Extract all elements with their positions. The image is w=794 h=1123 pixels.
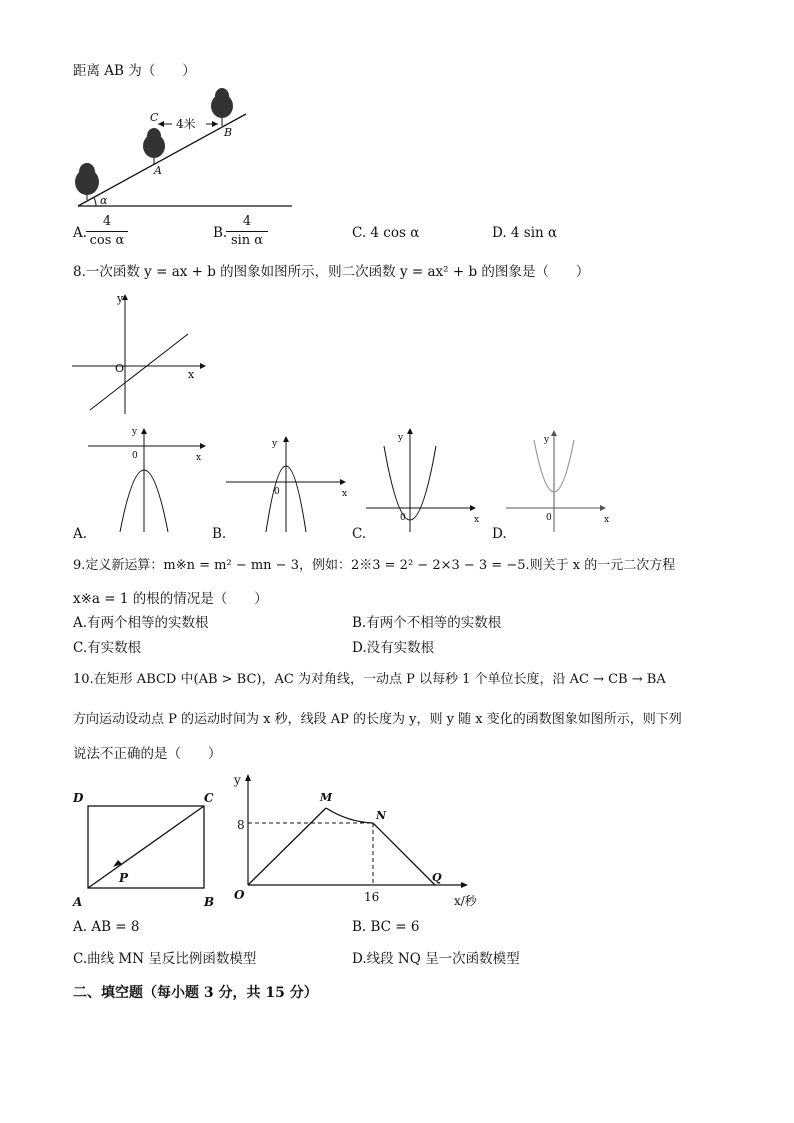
vertex-a-label: A [73,895,83,909]
q10-rectangle-figure [70,786,225,911]
point-n-label: N [376,809,387,822]
denominator: cos α [89,233,125,248]
q8-option-b-label: B. [212,526,227,542]
q10-line1: 10.在矩形 ABCD 中(AB > BC)，AC 为对角线，一动点 P 以每秒 1 个单位长度，沿 AC → CB → BA [73,672,666,687]
q10-option-d: D.线段 NQ 呈一次函数模型 [352,951,520,967]
origin-label: O [234,888,245,902]
q7-option-a-prefix: A. [73,225,88,241]
q9-stem: 9.定义新运算：m※n = m² − mn − 3，例如：2※3 = 2² − 2×3 − 3 = −5.则关于 x 的一元二次方程 [73,558,676,573]
x-axis-label: x [188,368,195,381]
q8-option-b-graph [224,434,354,534]
q7-option-a-fraction [86,214,128,249]
x-axis-label: x [474,515,480,525]
q8-linear-graph [70,290,210,415]
q10-option-c: C.曲线 MN 呈反比例函数模型 [73,951,257,967]
q10-function-graph [230,770,495,910]
q8-option-a-label: A. [73,526,88,542]
x-axis-label: x [604,515,610,525]
q8-option-c-graph [364,426,489,534]
tick-8-label: 8 [237,818,245,832]
q10-line2: 方向运动设动点 P 的运动时间为 x 秒，线段 AP 的长度为 y，则 y 随 x 变化的函数图象如图所示，则下列 [73,712,682,727]
q10-option-b: B. BC = 6 [352,919,420,935]
x-axis-label: x [196,453,202,463]
tree-icon [211,88,233,126]
vertex-c-label: C [204,791,214,805]
alpha-label: α [100,194,108,207]
denominator: sin α [230,233,264,248]
numerator: 4 [102,214,112,229]
q8-option-d-label: D. [492,526,507,542]
tree-icon [75,163,99,200]
origin-label: 0 [132,451,138,461]
origin-label: 0 [274,487,280,497]
origin-label: 0 [400,513,406,523]
q7-option-b-prefix: B. [213,225,228,241]
y-axis-label: y [117,292,124,305]
q9-option-d: D.没有实数根 [352,640,435,656]
q8-option-a-graph [86,426,211,534]
q8-option-d-graph [504,428,619,534]
x-axis-label: x/秒 [454,894,477,908]
q9-stem-continued: x※a = 1 的根的情况是（ ） [73,591,268,607]
q7-tree-slope-figure [70,88,300,213]
q7-stem: 距离 AB 为（ ） [73,63,196,79]
q8-option-c-label: C. [352,526,367,542]
y-axis-label: y [132,427,138,437]
x-axis-label: x [342,489,348,499]
y-axis-label: y [398,433,404,443]
q8-stem: 8.一次函数 y = ax + b 的图象如图所示，则二次函数 y = ax² + b 的图象是（ ） [73,264,590,280]
origin-label: O [115,362,125,375]
point-m-label: M [320,791,333,804]
q9-option-a: A.有两个相等的实数根 [73,615,209,631]
q9-option-b: B.有两个不相等的实数根 [352,615,502,631]
y-axis-label: y [234,773,241,787]
q10-option-a: A. AB = 8 [73,919,140,935]
point-p-label: P [119,871,129,885]
y-axis-label: y [272,439,278,449]
vertex-b-label: B [204,895,215,909]
q7-option-d: D. 4 sin α [492,225,558,241]
origin-label: 0 [546,513,552,523]
numerator: 4 [242,214,252,229]
point-a-label: A [154,164,162,177]
section-heading-fill-blank: 二、填空题（每小题 3 分，共 15 分） [73,985,318,1001]
vertex-d-label: D [73,791,84,805]
q9-option-c: C.有实数根 [73,640,142,656]
q10-line3: 说法不正确的是（ ） [73,746,222,762]
q7-option-b-fraction [226,214,268,249]
q7-option-c: C. 4 cos α [352,225,420,241]
distance-label: 4米 [176,117,196,131]
point-q-label: Q [432,871,442,884]
y-axis-label: y [544,435,550,445]
point-c-label: C [150,111,159,124]
tree-icon [143,128,165,164]
point-b-label: B [224,126,233,139]
tick-16-label: 16 [364,890,380,904]
